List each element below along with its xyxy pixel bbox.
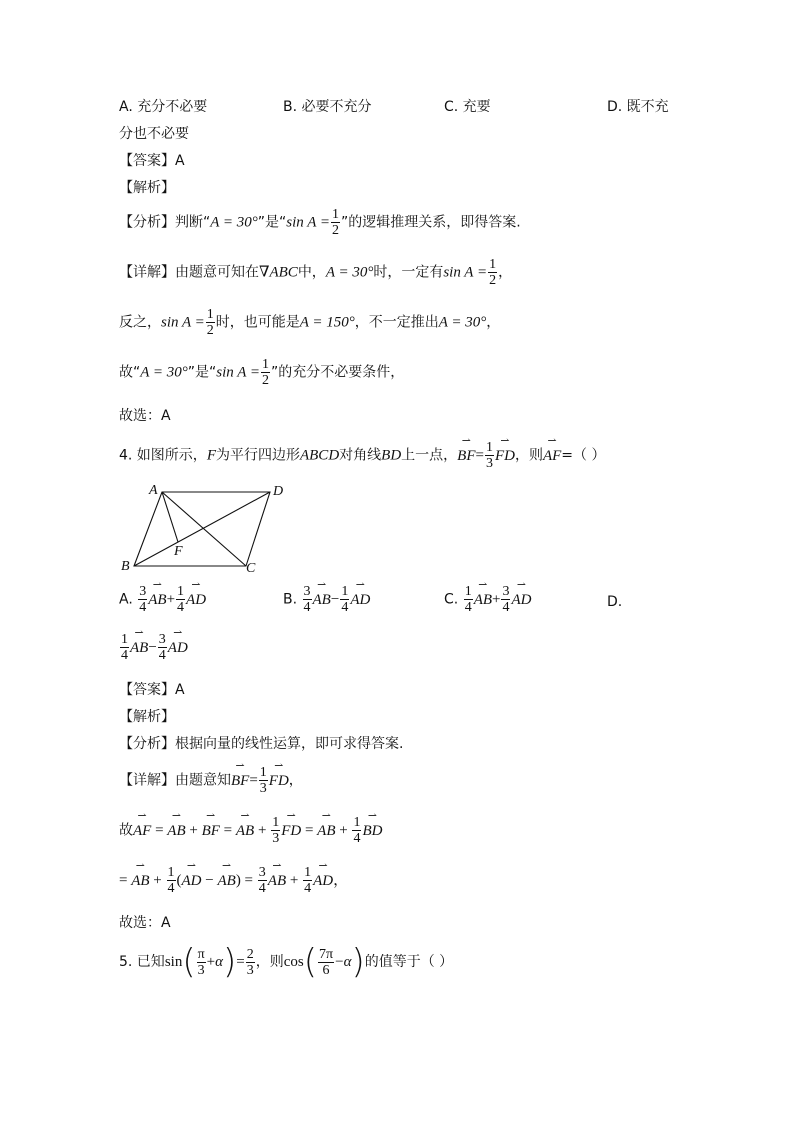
vector-ad: ⇀ AD xyxy=(186,592,206,609)
fraction-two-thirds xyxy=(246,947,255,978)
stem-text: ，则 xyxy=(514,447,543,464)
frac-den: 2 xyxy=(332,223,340,238)
fraction xyxy=(340,584,349,615)
frac-num: 3 xyxy=(139,584,147,599)
vector-ab: ⇀ AB xyxy=(217,873,235,890)
q4-stem: 4. 如图所示，F为平行四边形ABCD对角线BD上一点，⇀ BF= $\frac{1}{3}$ ⇀ FD，则⇀ AF=（ ） xyxy=(119,440,605,471)
fenxi-text: 判断“ xyxy=(175,214,211,231)
q4-detail-line1: 【详解】由题意知⇀ BF= $\frac{1}{3}$ ⇀ FD， xyxy=(119,765,303,796)
detail-text: 时，也可能是 xyxy=(215,314,300,331)
stem-text: 对角线 xyxy=(339,447,382,464)
q4-answer xyxy=(119,679,185,699)
answer-tag: 【答案】 xyxy=(119,153,175,169)
q3-option-d: D. 既不充 xyxy=(607,99,669,115)
detail-text: 故 xyxy=(119,822,133,839)
frac-num: 3 xyxy=(502,584,510,599)
vector-ad: ⇀ AD xyxy=(182,873,202,890)
frac-num: 7π xyxy=(319,946,334,962)
fraction xyxy=(501,584,510,615)
frac-den: 4 xyxy=(304,881,312,896)
math-sin: sin xyxy=(164,954,183,970)
stem-text: 为平行四边形 xyxy=(215,447,300,464)
stem-text: 4. 如图所示， xyxy=(119,447,207,464)
parallelogram-figure xyxy=(118,480,290,576)
q3-choose: 故选：A xyxy=(119,408,171,424)
frac-den: 3 xyxy=(246,962,254,978)
option-label: C. xyxy=(444,591,459,608)
label-f: F xyxy=(174,544,183,559)
frac-num: 1 xyxy=(167,865,175,880)
fraction xyxy=(120,632,129,663)
frac-den: 4 xyxy=(121,648,128,663)
frac-den: 6 xyxy=(322,962,330,978)
q4-choose: 故选：A xyxy=(119,915,171,931)
vector-bf: ⇀ BF xyxy=(457,448,475,465)
vector-af: ⇀ AF xyxy=(543,448,561,465)
fraction-half xyxy=(206,307,215,338)
frac-num: 1 xyxy=(259,765,267,780)
frac-den: 3 xyxy=(259,781,267,796)
math-sin: sin A = xyxy=(443,264,488,281)
q3-detail-line3 xyxy=(119,357,404,388)
frac-num: 1 xyxy=(304,865,312,880)
vector-ab: ⇀ AB xyxy=(268,873,286,890)
frac-den: 4 xyxy=(502,600,510,615)
frac-den: 3 xyxy=(197,962,205,978)
vector-fd: ⇀ FD xyxy=(281,823,301,840)
q3-option-b: B. 必要不充分 xyxy=(283,99,372,115)
q5-stem: 5. 已知sin( $\frac{\pi}{3}$ +α)= $\frac{2}{3}$ ，则cos( $\frac{7\pi}{6}$ −α)的值等于（ ） xyxy=(119,942,454,982)
stem-text: 5. 已知 xyxy=(119,954,165,970)
label-b: B xyxy=(121,559,130,574)
math-sin: sin A = xyxy=(286,214,331,231)
q3-detail-line2 xyxy=(119,307,500,338)
q3-fenxi xyxy=(119,207,521,238)
frac-den: 4 xyxy=(353,831,361,846)
option-label: A. xyxy=(119,591,133,608)
frac-num: 3 xyxy=(158,632,166,647)
q4-option-d-label: D. xyxy=(607,594,623,610)
frac-den: 2 xyxy=(489,273,497,288)
q4-fenxi xyxy=(119,733,403,753)
stem-text: ，则 xyxy=(255,954,284,970)
detail-tag: 【详解】 xyxy=(119,264,175,281)
stem-text: =（ ） xyxy=(561,447,606,464)
math-triangle: ∇ABC xyxy=(259,264,298,281)
vector-ab: ⇀ AB xyxy=(317,823,335,840)
fraction-half xyxy=(331,207,340,238)
vector-ad: ⇀ AD xyxy=(313,873,333,890)
vector-ab: ⇀ AB xyxy=(313,592,331,609)
detail-text: ， xyxy=(498,264,513,281)
q4-option-b: B. $\frac{3}{4}$ ⇀ AB− $\frac{1}{4}$ ⇀ AD xyxy=(283,584,370,615)
frac-num: 1 xyxy=(464,584,472,599)
detail-text: ”的充分不必要条件， xyxy=(271,364,405,381)
fraction xyxy=(176,584,185,615)
q3-option-a: A. 充分不必要 xyxy=(119,99,208,115)
vector-ad: ⇀ AD xyxy=(350,592,370,609)
detail-text: ”是“ xyxy=(187,364,217,381)
math-alpha: α xyxy=(215,954,224,970)
fraction-seven-pi-sixth xyxy=(318,947,334,978)
vector-fd: ⇀ FD xyxy=(495,448,515,465)
math-sin: sin A = xyxy=(161,314,205,331)
label-d: D xyxy=(273,484,284,499)
vector-ab: ⇀ AB xyxy=(474,592,492,609)
detail-text: 时，一定有 xyxy=(373,264,444,281)
vector-bf: ⇀ BF xyxy=(202,823,220,840)
detail-tag: 【详解】 xyxy=(119,772,175,789)
stem-text: 上一点， xyxy=(401,447,458,464)
frac-num: π xyxy=(197,946,205,962)
fraction xyxy=(158,632,167,663)
math-cond: A = 30° xyxy=(140,364,188,381)
frac-den: 4 xyxy=(177,600,185,615)
detail-text: 反之， xyxy=(119,314,161,331)
frac-num: 1 xyxy=(485,440,493,455)
label-a: A xyxy=(149,483,158,498)
detail-text: 中， xyxy=(297,264,326,281)
fraction-pi-third xyxy=(197,947,206,978)
fraction xyxy=(138,584,147,615)
q4-option-a: A. $\frac{3}{4}$ ⇀ AB+ $\frac{1}{4}$ ⇀ AD xyxy=(119,584,206,615)
stem-text: 的值等于（ ） xyxy=(364,954,454,970)
math-alpha: α xyxy=(343,954,352,970)
frac-num: 1 xyxy=(262,357,270,372)
vector-bf: ⇀ BF xyxy=(231,773,249,790)
q3-answer xyxy=(119,150,185,170)
answer-tag: 【答案】 xyxy=(119,682,175,698)
frac-den: 4 xyxy=(258,881,266,896)
vector-ad: ⇀ AD xyxy=(511,592,531,609)
detail-text: 由题意可知在 xyxy=(175,264,259,281)
fraction xyxy=(352,815,361,846)
frac-num: 2 xyxy=(246,946,254,962)
fenxi-text: ”是“ xyxy=(257,214,287,231)
frac-num: 3 xyxy=(258,865,266,880)
math-angle: A = 30° xyxy=(438,314,487,331)
math-angle: A = 150° xyxy=(299,314,355,331)
answer-value: A xyxy=(175,682,185,698)
math-point: F xyxy=(206,447,216,464)
frac-den: 4 xyxy=(158,648,166,663)
fraction-half xyxy=(261,357,270,388)
frac-num: 1 xyxy=(206,307,214,322)
q4-option-c: C. $\frac{1}{4}$ ⇀ AB+ $\frac{3}{4}$ ⇀ AD xyxy=(444,584,531,615)
math-cond: A = 30° xyxy=(325,264,374,281)
math-sin: sin A = xyxy=(216,364,261,381)
vector-ab: ⇀ AB xyxy=(167,823,185,840)
vector-bd: ⇀ BD xyxy=(362,823,382,840)
detail-text: 由题意知 xyxy=(175,772,231,789)
frac-den: 4 xyxy=(139,600,147,615)
frac-num: 1 xyxy=(489,257,497,272)
detail-text: ，不一定推出 xyxy=(354,314,439,331)
answer-value: A xyxy=(175,153,185,169)
fraction-one-third xyxy=(259,765,268,796)
q3-detail-line1 xyxy=(119,257,512,288)
vector-ab: ⇀ AB xyxy=(131,873,149,890)
vector-ab: ⇀ AB xyxy=(236,823,254,840)
fraction xyxy=(167,865,176,896)
frac-num: 1 xyxy=(353,815,361,830)
frac-den: 2 xyxy=(262,373,270,388)
q4-detail-line2: 故⇀ AF = ⇀ AB + ⇀ BF = ⇀ AB + $\frac{1}{3}$ ⇀ FD = ⇀ AB + $\frac{1}{4}$ ⇀ BD xyxy=(119,815,382,846)
q3-option-c: C. 充要 xyxy=(444,99,491,115)
option-label: B. xyxy=(283,591,298,608)
vector-af: ⇀ AF xyxy=(133,823,151,840)
fenxi-text: 根据向量的线性运算，即可求得答案. xyxy=(175,736,404,752)
frac-num: 1 xyxy=(272,815,280,830)
detail-text: ， xyxy=(288,772,303,789)
fenxi-tag: 【分析】 xyxy=(119,736,175,752)
math-cos: cos xyxy=(283,954,304,970)
frac-den: 4 xyxy=(464,600,472,615)
math-segment: BD xyxy=(381,447,402,464)
q4-analysis-tag: 【解析】 xyxy=(119,709,175,725)
frac-num: 1 xyxy=(332,207,340,222)
fenxi-text: ”的逻辑推理关系，即得答案. xyxy=(341,214,521,231)
fraction xyxy=(303,584,312,615)
frac-num: 1 xyxy=(341,584,349,599)
vector-ad: ⇀ AD xyxy=(168,640,188,657)
math-shape: ABCD xyxy=(299,447,340,464)
q4-option-d: $\frac{1}{4}$ ⇀ AB− $\frac{3}{4}$ ⇀ AD xyxy=(119,632,188,663)
q3-analysis-tag: 【解析】 xyxy=(119,180,175,196)
fenxi-tag: 【分析】 xyxy=(119,214,175,231)
frac-den: 4 xyxy=(303,600,311,615)
fraction-half xyxy=(488,257,497,288)
fraction xyxy=(271,815,280,846)
math-cond: A = 30° xyxy=(210,214,258,231)
fraction xyxy=(303,865,312,896)
fraction xyxy=(258,865,267,896)
fraction xyxy=(464,584,473,615)
frac-den: 3 xyxy=(485,456,493,471)
frac-num: 3 xyxy=(303,584,311,599)
detail-text: ， xyxy=(486,314,501,331)
label-c: C xyxy=(246,561,256,576)
q3-option-d-continued: 分也不必要 xyxy=(119,126,189,142)
frac-den: 2 xyxy=(206,323,214,338)
fraction-one-third xyxy=(485,440,494,471)
vector-fd: ⇀ FD xyxy=(269,773,289,790)
q4-detail-line3: = ⇀ AB + $\frac{1}{4}$ (⇀ AD − ⇀ AB) = $\frac{3}{4}$ ⇀ AB + $\frac{1}{4}$ ⇀ AD， xyxy=(119,865,348,896)
vector-ab: ⇀ AB xyxy=(148,592,166,609)
vector-ab: ⇀ AB xyxy=(130,640,148,657)
detail-text: 故“ xyxy=(119,364,141,381)
frac-num: 1 xyxy=(177,584,185,599)
frac-den: 3 xyxy=(272,831,280,846)
frac-num: 1 xyxy=(121,632,128,647)
frac-den: 4 xyxy=(341,600,349,615)
frac-den: 4 xyxy=(167,881,175,896)
